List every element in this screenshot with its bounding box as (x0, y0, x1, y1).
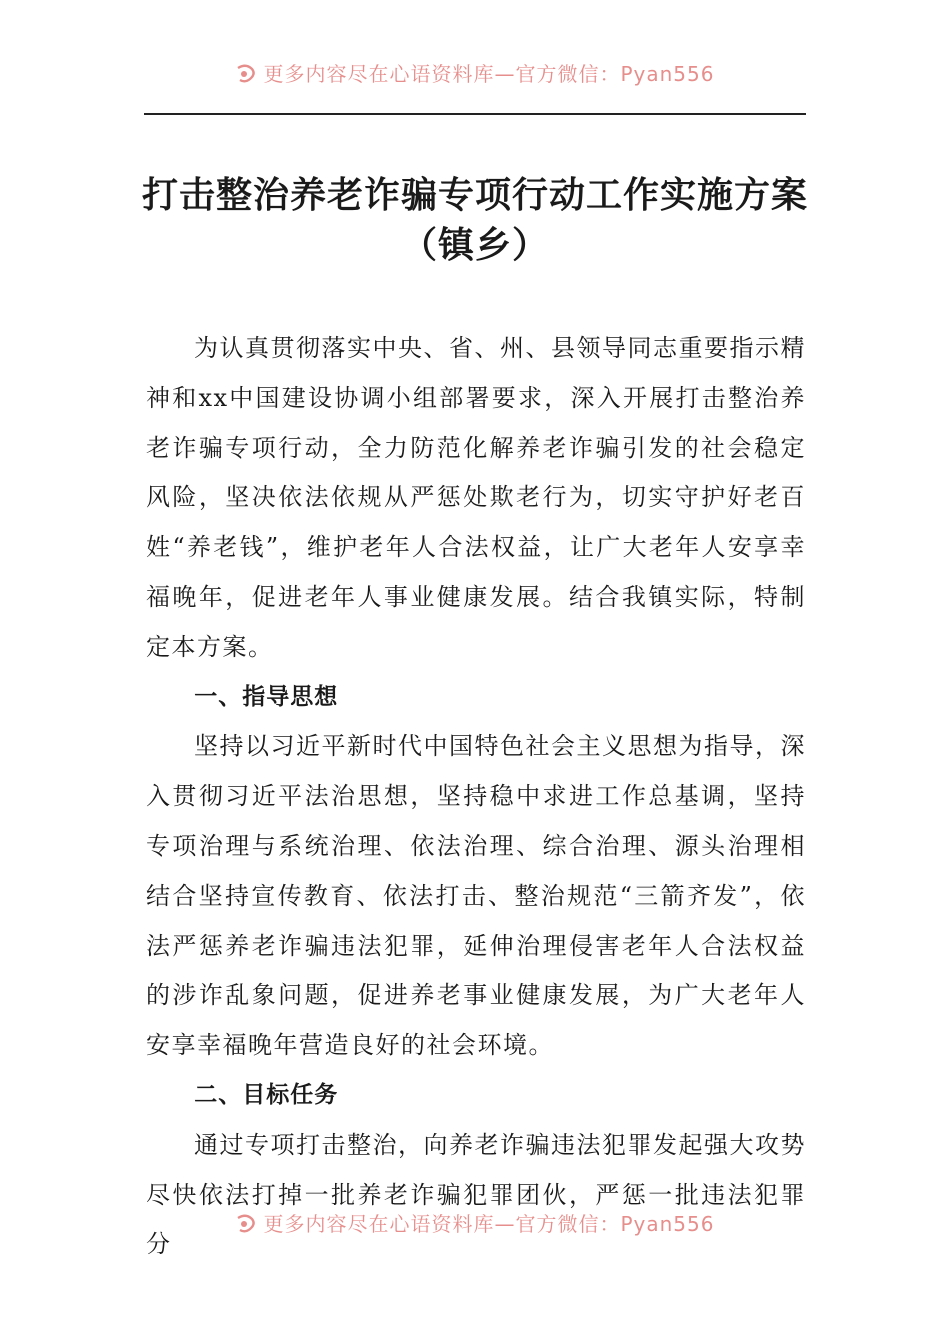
document-body (146, 324, 806, 1270)
section-heading-goals-tasks: 二、目标任务 (194, 1081, 339, 1108)
section-body-guiding-ideology: 坚持以习近平新时代中国特色社会主义思想为指导，深入贯彻习近平法治思想，坚持稳中求进工作总基调，坚持专项治理与系统治理、依法治理、综合治理、源头治理相结合坚持宣传教育、依法打击、整治规范“三箭齐发”，依法严惩养老诈骗违法犯罪，延伸治理侵害老年人合法权益的涉诈乱象问题，促进养老事业健康发展，为广大老年人安享幸福晚年营造良好的社会环境。 (146, 732, 806, 1060)
document-title (0, 170, 950, 270)
watermark-bottom (0, 1208, 950, 1237)
section-body-goals-tasks: 通过专项打击整治，向养老诈骗违法犯罪发起强大攻势尽快依法打掉一批养老诈骗犯罪团伙，严惩一批违法犯罪分 (146, 1130, 806, 1259)
header-rule (144, 113, 806, 115)
intro-paragraph: 为认真贯彻落实中央、省、州、县领导同志重要指示精神和xx中国建设协调小组部署要求，深入开展打击整治养老诈骗专项行动，全力防范化解养老诈骗引发的社会稳定风险，坚决依法依规从严惩处欺老行为，切实守护好老百姓“养老钱”，维护老年人合法权益，让广大老年人安享幸福晚年，促进老年人事业健康发展。结合我镇实际，特制定本方案。 (146, 334, 806, 661)
title-line-1: 打击整治养老诈骗专项行动工作实施方案 (141, 174, 808, 216)
watermark-text: 更多内容尽在心语资料库—官方微信：Pyan556 (263, 1212, 715, 1236)
section-heading-guiding-ideology: 一、指导思想 (194, 683, 339, 710)
watermark-text: 更多内容尽在心语资料库—官方微信：Pyan556 (263, 62, 715, 86)
title-line-2: （镇乡） (400, 224, 549, 266)
watermark-top (0, 58, 950, 87)
watermark-logo-icon (235, 64, 257, 84)
watermark-logo-icon (235, 1214, 257, 1234)
